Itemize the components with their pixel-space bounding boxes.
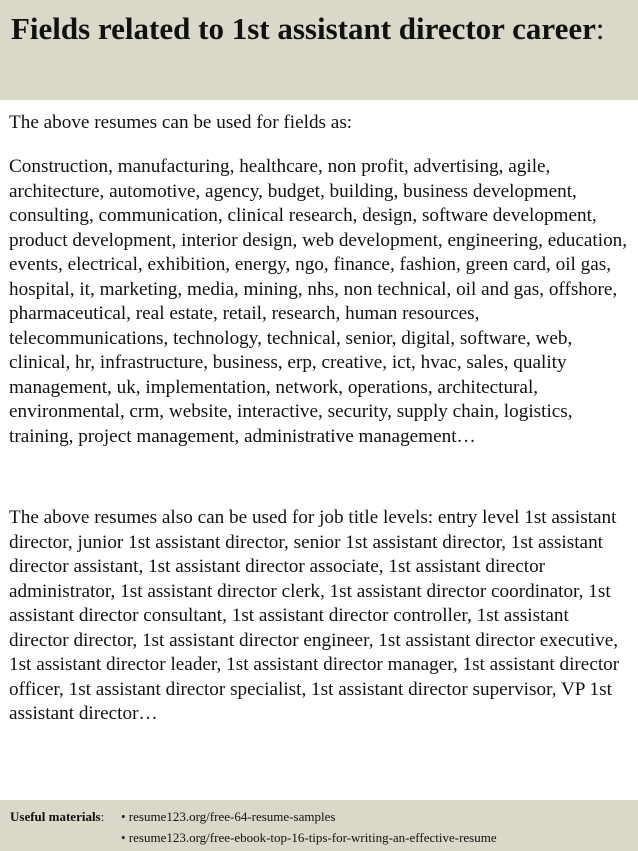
useful-materials-label-text: Useful materials bbox=[10, 809, 101, 824]
resource-link-resume-samples[interactable]: • resume123.org/free-64-resume-samples bbox=[121, 809, 336, 824]
footer-bar bbox=[0, 800, 638, 851]
fields-paragraph: Construction, manufacturing, healthcare, non profit, advertising, agile, architecture, automotive, agency, budget, building, business development, consulting, communication, clinical research, design, software development, product development, interior design, web development, engineering, education, events, electrical, exhibition, energy, ngo, finance, fashion, green card, oil gas, hospital, it, marketing, media, mining, nhs, non technical, oil and gas, offshore, pharmaceutical, real estate, retail, research, human resources, telecommunications, technology, technical, senior, digital, software, web, clinical, hr, infrastructure, business, erp, creative, ict, hvac, sales, quality management, uk, implementation, network, operations, architectural, environmental, crm, website, interactive, security, supply chain, logistics, training, project management, administrative management… bbox=[9, 156, 628, 447]
intro-paragraph: The above resumes can be used for fields as: bbox=[9, 112, 353, 133]
job-levels-paragraph: The above resumes also can be used for job title levels: entry level 1st assistant director, junior 1st assistant director, senior 1st assistant director, 1st assistant director assistant, 1st assistant director associate, 1st assistant director administrator, 1st assistant director clerk, 1st assistant director coordinator, 1st assistant director consultant, 1st assistant director controller, 1st assistant director director, 1st assistant director engineer, 1st assistant director executive, 1st assistant director leader, 1st assistant director manager, 1st assistant director officer, 1st assistant director specialist, 1st assistant director supervisor, VP 1st assistant director… bbox=[9, 507, 620, 724]
useful-materials-label bbox=[10, 808, 104, 825]
title-bar bbox=[0, 0, 638, 100]
page-title bbox=[11, 8, 631, 49]
page-title-colon: : bbox=[595, 11, 605, 46]
page-title-text: Fields related to 1st assistant director career bbox=[11, 11, 596, 46]
useful-materials-label-colon: : bbox=[100, 809, 105, 824]
resource-link-ebook-tips[interactable]: • resume123.org/free-ebook-top-16-tips-for-writing-an-effective-resume bbox=[121, 830, 497, 845]
